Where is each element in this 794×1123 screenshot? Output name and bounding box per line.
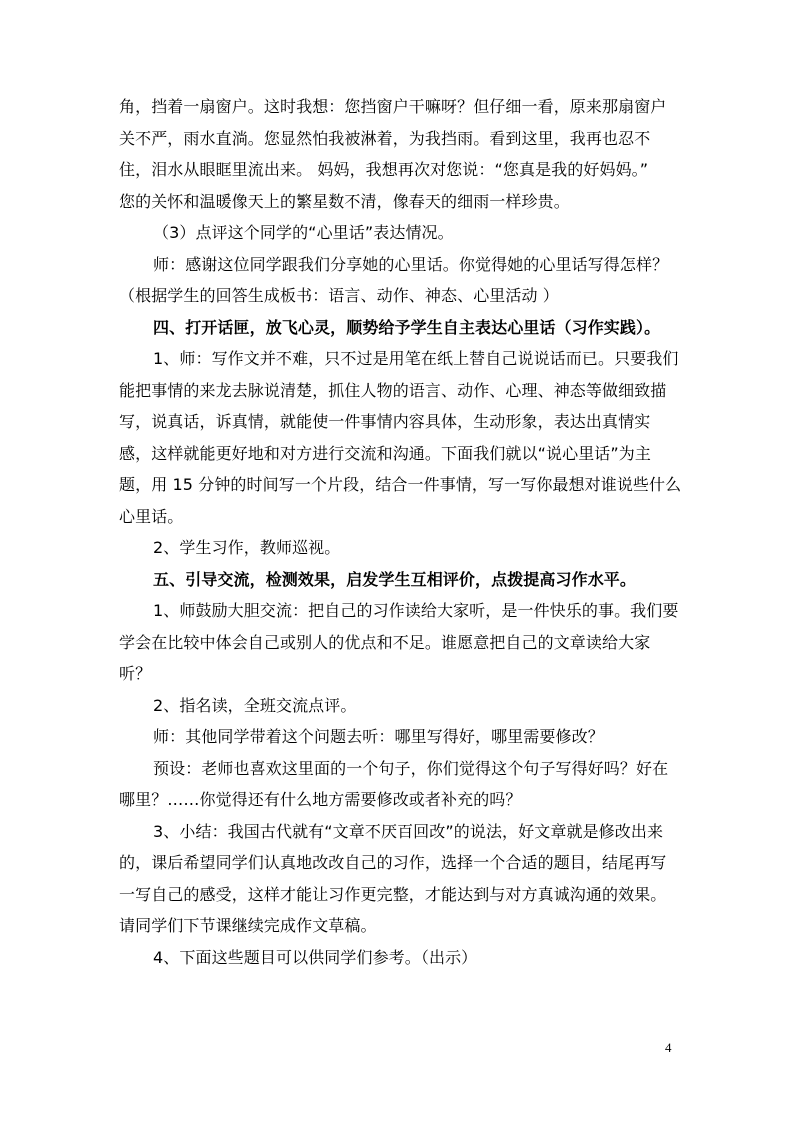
text-line: 角，挡着一扇窗户。这时我想：您挡窗户干嘛呀？但仔细一看，原来那扇窗户: [119, 97, 667, 116]
text-line: 一写自己的感受，这样才能让习作更完整，才能达到与对方真诚沟通的效果。: [119, 884, 667, 904]
text-line: 写，说真话，诉真情，就能使一件事情内容具体，生动形象，表达出真情实: [119, 412, 651, 431]
text-line: 题，用 15 分钟的时间写一个片段，结合一件事情，写一写你最想对谁说些什么: [119, 475, 682, 494]
text-line: 1、师鼓励大胆交流：把自己的习作读给大家听，是一件快乐的事。我们要: [153, 601, 679, 620]
text-line: 学会在比较中体会自己或别人的优点和不足。谁愿意把自己的文章读给大家: [119, 632, 651, 652]
text-line: 3、小结：我国古代就有“文章不厌百回改”的说法，好文章就是修改出来: [153, 821, 664, 841]
text-line: 师：感谢这位同学跟我们分享她的心里话。你觉得她的心里话写得怎样？: [153, 254, 669, 274]
text-line: 请同学们下节课继续完成作文草稿。: [119, 916, 377, 935]
text-line: 能把事情的来龙去脉说清楚，抓住人物的语言、动作、心理、神态等做细致描: [119, 380, 667, 400]
text-line: 预设：老师也喜欢这里面的一个句子，你们觉得这个句子写得好吗？好在: [153, 758, 669, 778]
text-line: 哪里？……你觉得还有什么地方需要修改或者补充的吗？: [119, 790, 522, 809]
text-line: 师：其他同学带着这个问题去听：哪里写得好，哪里需要修改？: [153, 727, 604, 746]
text-line: 住，泪水从眼眶里流出来。 妈妈，我想再次对您说：“您真是我的好妈妈。”: [119, 160, 649, 179]
text-line: （根据学生的回答生成板书：语言、动作、神态、心里活动 ）: [119, 286, 559, 305]
text-line: 您的关怀和温暖像天上的繁星数不清，像春天的细雨一样珍贵。: [119, 191, 570, 211]
page-number: 4: [665, 1040, 672, 1055]
text-line: 听？: [119, 664, 152, 683]
text-line: 心里话。: [119, 506, 184, 526]
text-line: 的，课后希望同学们认真地改改自己的习作，选择一个合适的题目，结尾再写: [119, 853, 667, 872]
section-heading: 五、引导交流，检测效果，启发学生互相评价，点拨提高习作水平。: [153, 569, 637, 589]
text-line: 2、指名读，全班交流点评。: [153, 695, 357, 715]
section-heading: 四、打开话匣，放飞心灵，顺势给予学生自主表达心里话（习作实践）。: [153, 317, 661, 337]
text-line: 4、下面这些题目可以供同学们参考。（出示）: [153, 947, 478, 967]
text-line: 1、师：写作文并不难，只不过是用笔在纸上替自己说说话而已。只要我们: [153, 349, 679, 368]
document-body: [119, 91, 682, 973]
text-line: （3）点评这个同学的“心里话”表达情况。: [153, 223, 454, 242]
text-line: 感，这样就能更好地和对方进行交流和沟通。下面我们就以“说心里话”为主: [119, 443, 651, 463]
text-line: 关不严，雨水直淌。您显然怕我被淋着，为我挡雨。看到这里，我再也忍不: [119, 128, 651, 148]
text-line: 2、学生习作，教师巡视。: [153, 538, 341, 557]
